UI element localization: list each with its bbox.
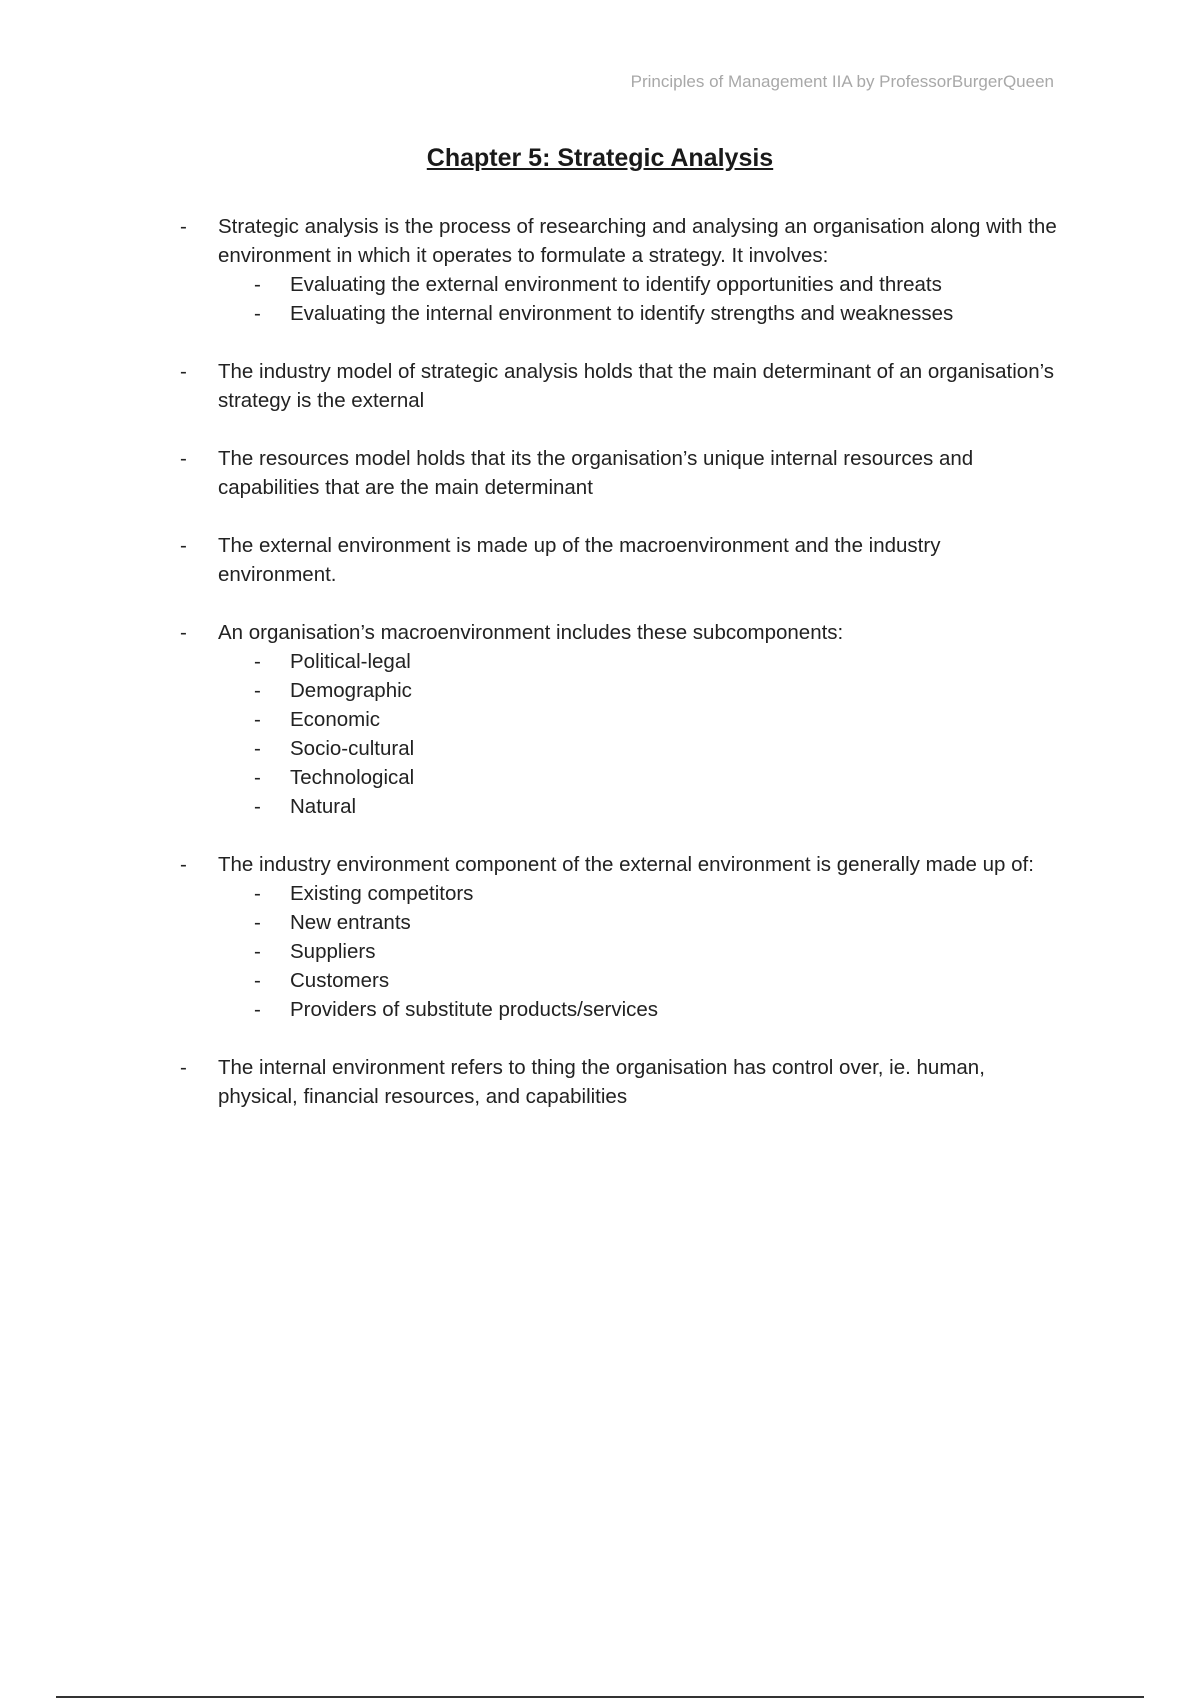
dash-marker: - xyxy=(254,766,261,789)
sub-bullet-item xyxy=(180,299,1060,328)
dash-marker: - xyxy=(254,737,261,760)
dash-marker: - xyxy=(254,969,261,992)
sub-bullet-text: Economic xyxy=(290,708,381,731)
sub-bullet-text: Socio-cultural xyxy=(290,737,415,760)
sub-bullet-item xyxy=(180,792,1060,821)
dash-marker: - xyxy=(180,215,187,238)
bullet-item xyxy=(180,212,1060,270)
sub-bullet-text: Existing competitors xyxy=(290,882,474,905)
sub-bullet-item xyxy=(180,647,1060,676)
dash-marker: - xyxy=(180,534,187,557)
dash-marker: - xyxy=(254,882,261,905)
bullet-list xyxy=(180,212,1060,1140)
sub-bullet-text: Political-legal xyxy=(290,650,411,673)
bullet-text: The industry model of strategic analysis holds that the main determinant of an organisation’s strategy is the external xyxy=(218,360,1055,412)
sub-bullet-item xyxy=(180,705,1060,734)
sub-bullet-text: Technological xyxy=(290,766,415,789)
sub-bullet-text: Suppliers xyxy=(290,940,376,963)
dash-marker: - xyxy=(254,795,261,818)
sub-bullet-text: New entrants xyxy=(290,911,411,934)
sub-bullet-text: Evaluating the internal environment to identify strengths and weaknesses xyxy=(290,302,954,325)
sub-bullet-text: Natural xyxy=(290,795,357,818)
sub-bullet-text: Demographic xyxy=(290,679,412,702)
sub-bullet-item xyxy=(180,995,1060,1024)
bullet-item xyxy=(180,850,1060,879)
sub-bullet-item xyxy=(180,937,1060,966)
dash-marker: - xyxy=(180,360,187,383)
dash-marker: - xyxy=(180,1056,187,1079)
bullet-item xyxy=(180,618,1060,647)
bullet-group-industry-environment xyxy=(180,850,1060,1024)
bullet-group-strategic-analysis xyxy=(180,212,1060,328)
sub-bullet-item xyxy=(180,908,1060,937)
dash-marker: - xyxy=(254,998,261,1021)
bullet-text: The resources model holds that its the organisation’s unique internal resources and capabilities that are the main determinant xyxy=(218,447,974,499)
dash-marker: - xyxy=(180,447,187,470)
dash-marker: - xyxy=(180,621,187,644)
page-title: Chapter 5: Strategic Analysis xyxy=(426,144,774,172)
sub-bullet-item xyxy=(180,734,1060,763)
bullet-text: Strategic analysis is the process of researching and analysing an organisation along with the environment in which it operates to formulate a strategy. It involves: xyxy=(218,215,1057,267)
bullet-item xyxy=(180,357,1060,415)
dash-marker: - xyxy=(254,679,261,702)
sub-bullet-item xyxy=(180,763,1060,792)
bullet-group-macroenvironment xyxy=(180,618,1060,821)
sub-bullet-text: Providers of substitute products/services xyxy=(290,998,659,1021)
bullet-item xyxy=(180,531,1060,589)
bullet-item xyxy=(180,444,1060,502)
bullet-text: The external environment is made up of the macroenvironment and the industry environment. xyxy=(218,534,941,586)
sub-bullet-text: Customers xyxy=(290,969,390,992)
dash-marker: - xyxy=(254,708,261,731)
dash-marker: - xyxy=(254,273,261,296)
sub-bullet-item xyxy=(180,879,1060,908)
sub-bullet-text: Evaluating the external environment to identify opportunities and threats xyxy=(290,273,942,296)
bullet-text: The internal environment refers to thing the organisation has control over, ie. human, physical, financial resources, and capabilities xyxy=(218,1056,985,1108)
dash-marker: - xyxy=(254,940,261,963)
dash-marker: - xyxy=(254,302,261,325)
sub-bullet-item xyxy=(180,676,1060,705)
running-header: Principles of Management IIA by ProfessorBurgerQueen xyxy=(630,72,1054,91)
sub-bullet-item xyxy=(180,966,1060,995)
dash-marker: - xyxy=(254,911,261,934)
footer-divider xyxy=(56,1696,1144,1698)
sub-bullet-item xyxy=(180,270,1060,299)
bullet-item xyxy=(180,1053,1060,1111)
dash-marker: - xyxy=(254,650,261,673)
dash-marker: - xyxy=(180,853,187,876)
bullet-text: The industry environment component of the external environment is generally made up of: xyxy=(218,853,1034,876)
bullet-text: An organisation’s macroenvironment includes these subcomponents: xyxy=(218,621,844,644)
